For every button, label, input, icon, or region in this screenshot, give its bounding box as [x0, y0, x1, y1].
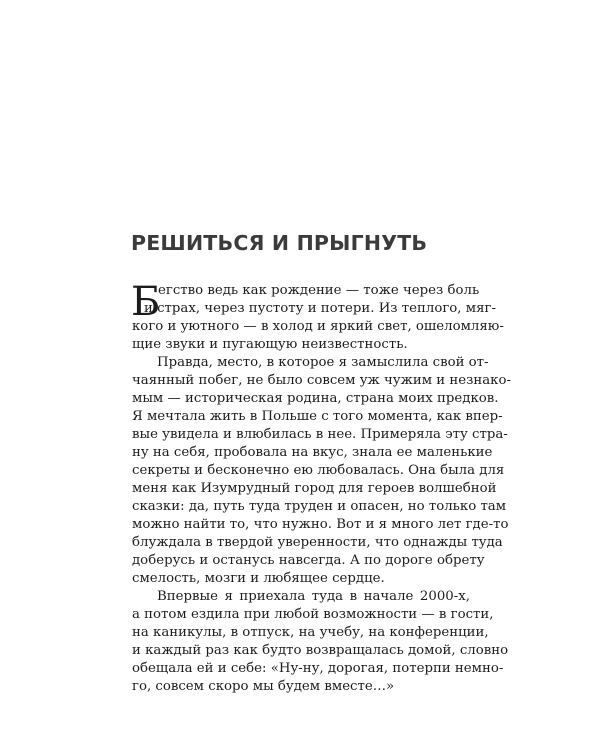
text-line: и страх, через пустоту и потери. Из теплого, мяг- — [144, 301, 496, 316]
text-line: на каникулы, в отпуск, на учебу, на конференции, — [132, 625, 489, 640]
paragraph-2 — [132, 354, 511, 588]
drop-cap-letter: Б — [131, 279, 161, 325]
text-line: кого и уютного — в холод и яркий свет, ошеломляю- — [132, 319, 504, 334]
text-line: егство ведь как рождение — тоже через боль — [158, 283, 480, 298]
chapter-title: РЕШИТЬСЯ И ПРЫГНУТЬ — [131, 231, 428, 255]
text-line: вые увидела и влюбилась в нее. Примеряла эту стра- — [132, 427, 508, 442]
text-line: доберусь и останусь навсегда. А по дороге обрету — [132, 553, 485, 568]
text-line: меня как Изумрудный город для героев волшебной — [132, 481, 497, 496]
text-line: можно найти то, что нужно. Вот и я много лет где-то — [132, 517, 509, 532]
text-line: а потом ездила при любой возможности — в гости, — [132, 607, 494, 622]
text-line: щие звуки и пугающую неизвестность. — [132, 337, 408, 352]
text-line: го, совсем скоро мы будем вместе…» — [132, 679, 395, 694]
text-line: обещала ей и себе: «Ну-ну, дорогая, потерпи немно- — [132, 661, 504, 676]
text-line: блуждала в твердой уверенности, что однажды туда — [132, 535, 503, 550]
text-line: Я мечтала жить в Польше с того момента, как впер- — [132, 409, 503, 424]
text-line: Впервые я приехала туда в начале 2000-х, — [157, 589, 470, 604]
chapter-body — [131, 279, 511, 696]
text-line: и каждый раз как будто возвращалась домой, словно — [132, 643, 509, 658]
text-line: мым — историческая родина, страна моих предков. — [132, 391, 499, 406]
text-line: ну на себя, пробовала на вкус, знала ее маленькие — [132, 445, 493, 460]
text-line: смелость, мозги и любящее сердце. — [132, 571, 385, 586]
text-line: Правда, место, в которое я замыслила свой от- — [157, 355, 489, 370]
text-line: сказки: да, путь туда труден и опасен, но только там — [132, 499, 507, 514]
text-line: чаянный побег, не было совсем уж чужим и незнако- — [132, 373, 511, 388]
text-line: секреты и бесконечно ею любовалась. Она была для — [132, 463, 505, 478]
paragraph-3 — [132, 588, 509, 696]
paragraph-1 — [131, 279, 504, 354]
